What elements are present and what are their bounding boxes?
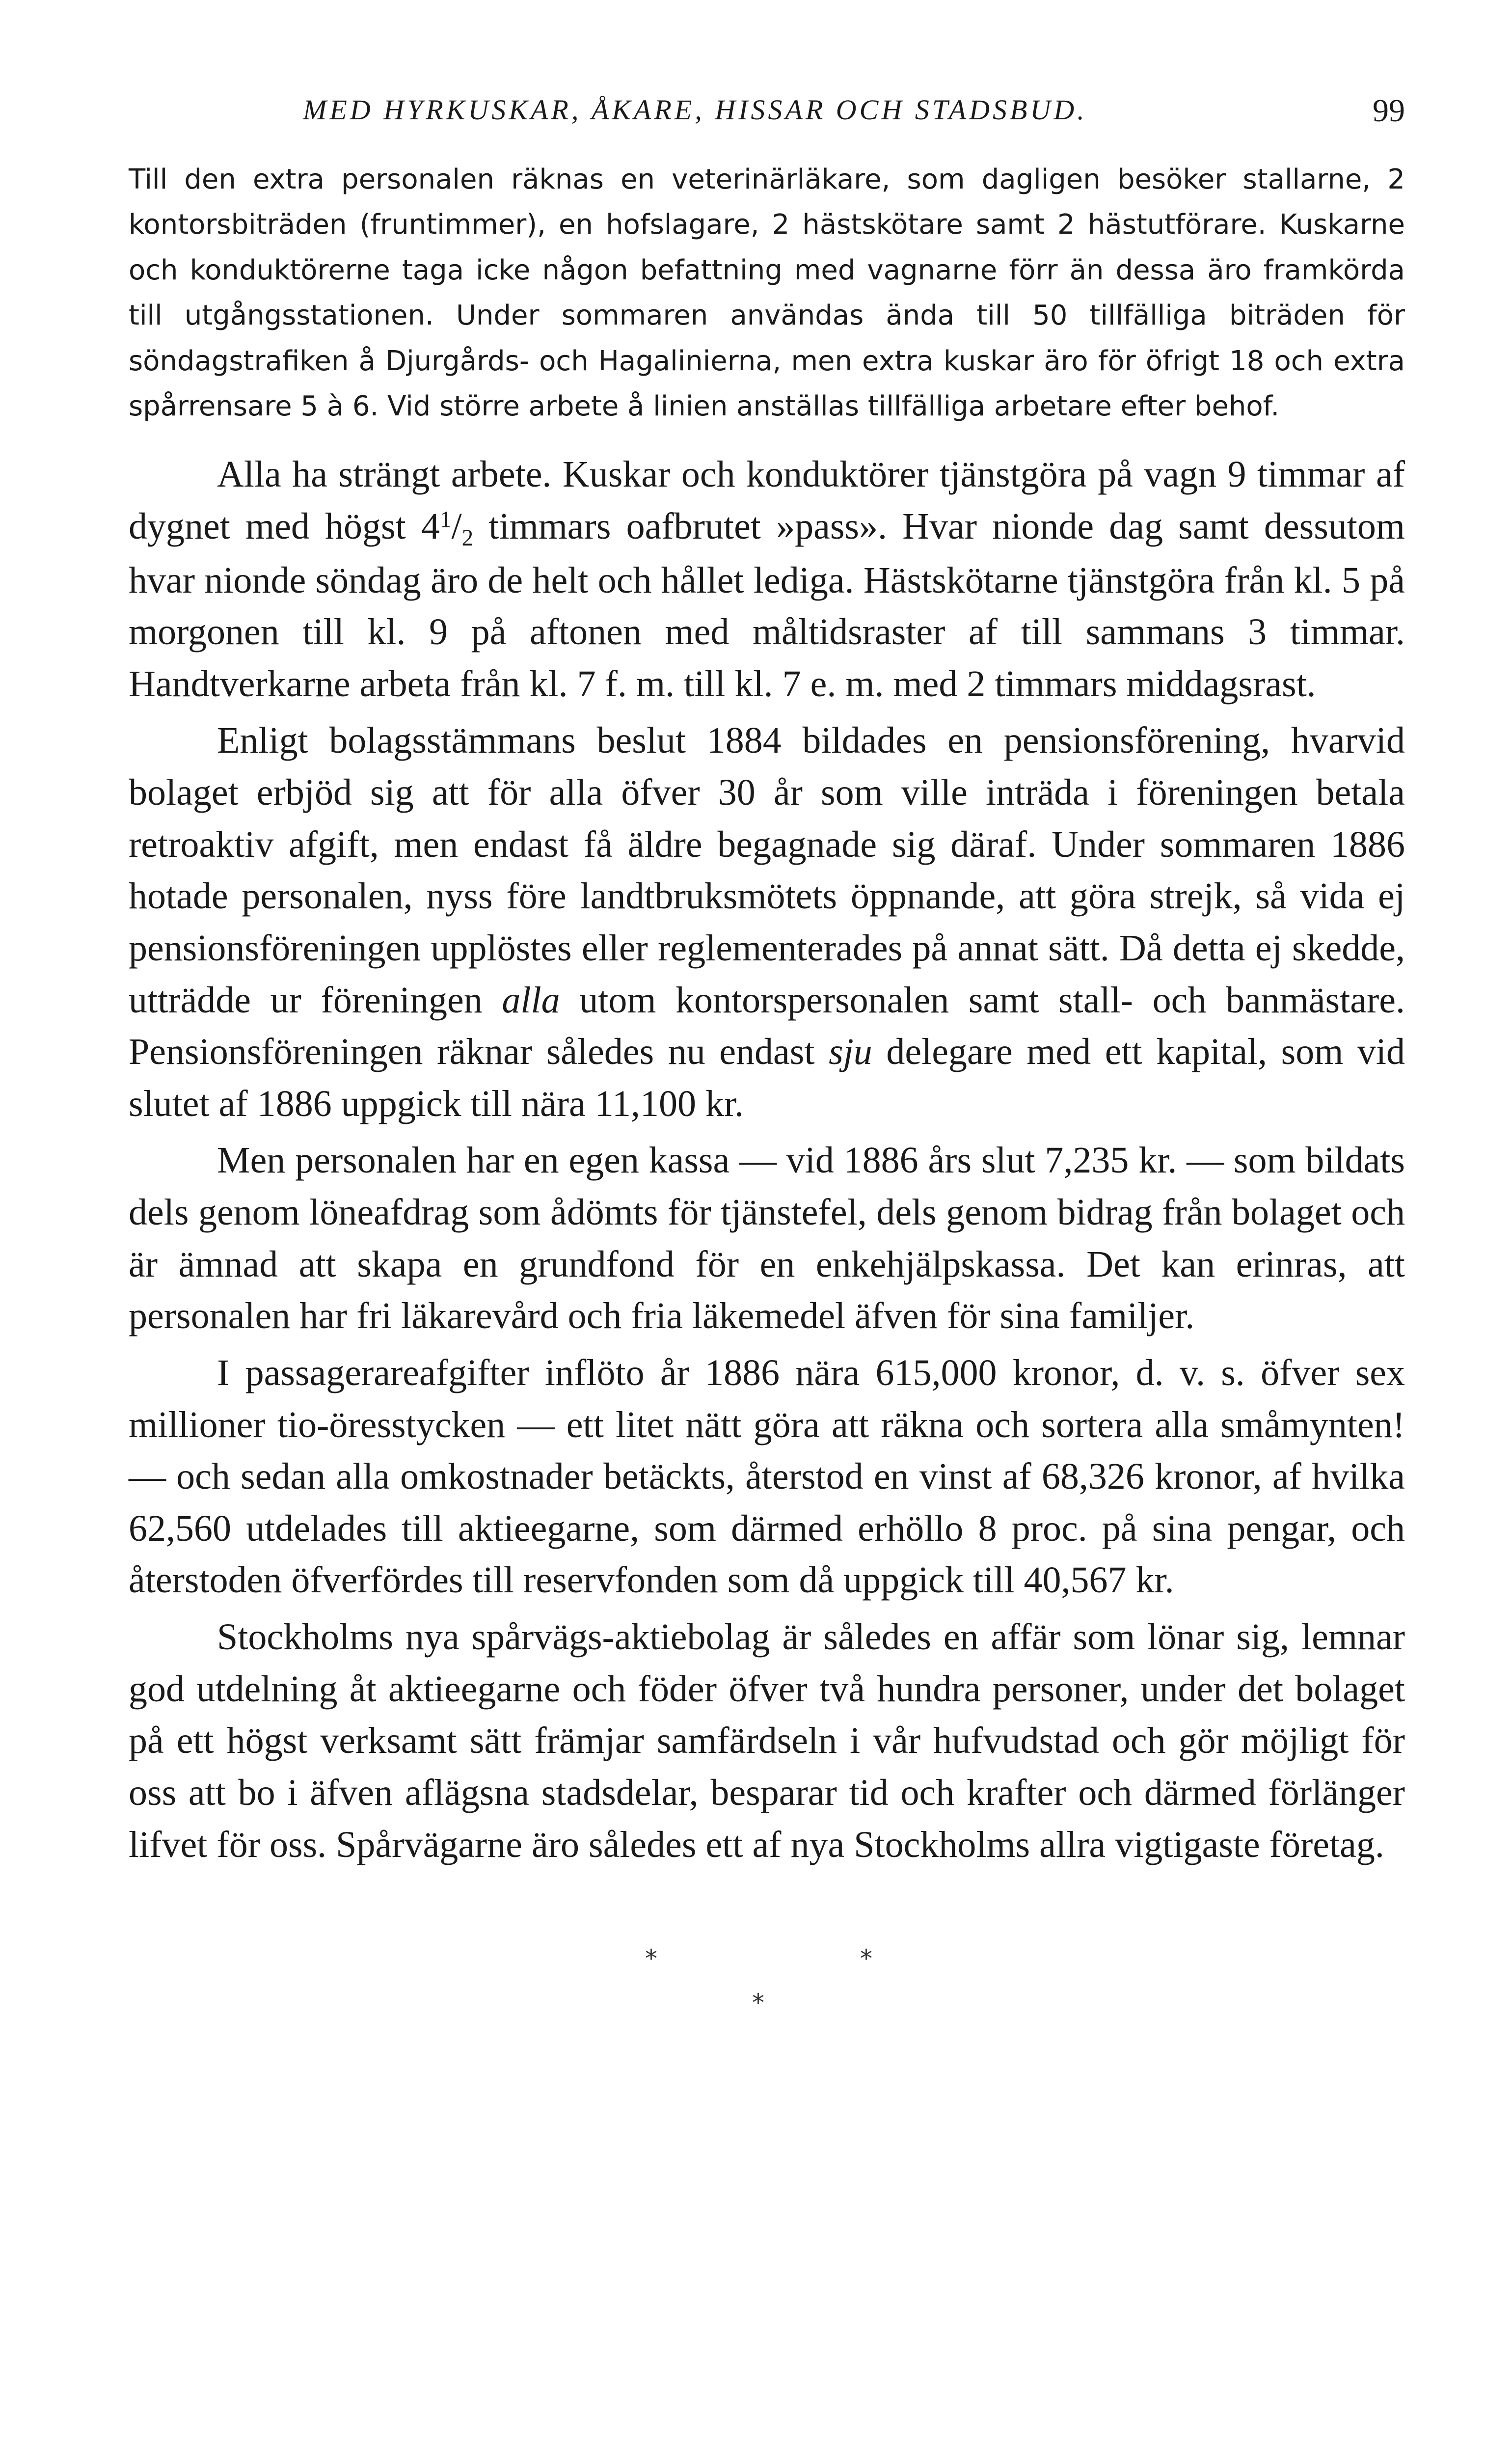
paragraph-pension-fund <box>129 715 1405 1130</box>
paragraph-text: Alla ha strängt arbete. Kuskar och konduktörer tjänstgöra på vagn 9 timmar af dygnet med högst 4 <box>129 454 1405 547</box>
paragraph-text: timmars oafbrutet »pass». Hvar nionde dag samt dessutom hvar nionde söndag äro de helt och hållet lediga. Hästskötarne tjänstgöra från kl. 5 på morgonen till kl. 9 på aftonen med måltidsraster af till sammans 3 timmar. Handtverkarne arbeta från kl. 7 f. m. till kl. 7 e. m. med 2 timmars middagsrast. <box>129 505 1405 705</box>
asterisk: * <box>752 1989 764 2018</box>
paragraph-conclusion: Stockholms nya spårvägs-aktiebolag är således en affär som lönar sig, lemnar god utdelning åt aktieegarne och föder öfver två hundra personer, under det bolaget på ett högst verksamt sätt främjar samfärdseln i vår hufvudstad och gör möjligt för oss att bo i äfven aflägsna stadsdelar, besparar tid och krafter och därmed förlänger lifvet för oss. Spårvägarne äro således ett af nya Stockholms allra vigtigaste företag. <box>129 1616 1405 1865</box>
paragraph-revenue: I passagerareafgifter inflöto år 1886 nära 615,000 kronor, d. v. s. öfver sex millioner tio-öresstycken — ett litet nätt göra att räkna och sortera alla småmynten! — och sedan alla omkostnader betäckts, återstod en vinst af 68,326 kronor, af hvilka 62,560 utdelades till aktieegarne, som därmed erhöllo 8 proc. på sina pengar, och återstoden öfverfördes till reservfonden som då uppgick till 40,567 kr. <box>129 1352 1405 1601</box>
emphasis-alla: alla <box>502 979 560 1021</box>
paragraph-work-hours <box>129 449 1405 710</box>
book-page <box>129 88 1405 2023</box>
fraction-numerator: 1 <box>439 507 452 533</box>
fraction-denominator: 2 <box>461 525 474 551</box>
page-number: 99 <box>1373 93 1405 129</box>
small-print-paragraph: Till den extra personalen räknas en veterinärläkare, som dagligen besöker stallarne, 2 kontorsbiträden (fruntimmer), en hofslagare, 2 hästskötare samt 2 hästutförare. Kuskarne och konduktörerne taga icke någon befattning med vagnarne förr än dessa äro framkörda till utgångsstationen. Under sommaren användas ända till 50 tillfälliga biträden för söndagstrafiken å Djurgårds- och Hagalinierna, men extra kuskar äro för öfrigt 18 och extra spårrensare 5 à 6. Vid större arbete å linien anställas tillfälliga arbetare efter behof. <box>129 164 1405 422</box>
emphasis-sju: sju <box>829 1031 872 1073</box>
paragraph-text: delegare med ett kapital, som vid slutet af 1886 uppgick till nära 11,100 kr. <box>129 1031 1405 1124</box>
paragraph-text: utom kontorspersonalen samt stall- och banmästare. Pensionsföreningen räknar således nu endast <box>129 979 1405 1073</box>
section-ornament <box>129 1944 1405 2023</box>
paragraph-text: Enligt bolagsstämmans beslut 1884 bildades en pensionsförening, hvarvid bolaget erbjöd sig att för alla öfver 30 år som ville inträda i föreningen betala retroaktiv afgift, men endast få äldre begagnade sig däraf. Under sommaren 1886 hotade personalen, nyss före landtbruksmötets öppnande, att göra strejk, så vida ej pensionsföreningen upplöstes eller reglementerades på annat sätt. Då detta ej skedde, utträdde ur föreningen <box>129 720 1405 1021</box>
asterisk: * <box>860 1944 872 1973</box>
paragraph-staff-fund: Men personalen har en egen kassa — vid 1886 års slut 7,235 kr. — som bildats dels genom löneafdrag som ådömts för tjänstefel, dels genom bidrag från bolaget och är ämnad att skapa en grundfond för en enkehjälpskassa. Det kan erinras, att personalen har fri läkarevård och fria läkemedel äfven för sina familjer. <box>129 1140 1405 1337</box>
fraction-separator: / <box>451 505 462 547</box>
running-title: MED HYRKUSKAR, ÅKARE, HISSAR OCH STADSBUD. <box>303 94 1087 126</box>
running-header <box>129 88 1405 142</box>
asterisk: * <box>645 1944 657 1973</box>
